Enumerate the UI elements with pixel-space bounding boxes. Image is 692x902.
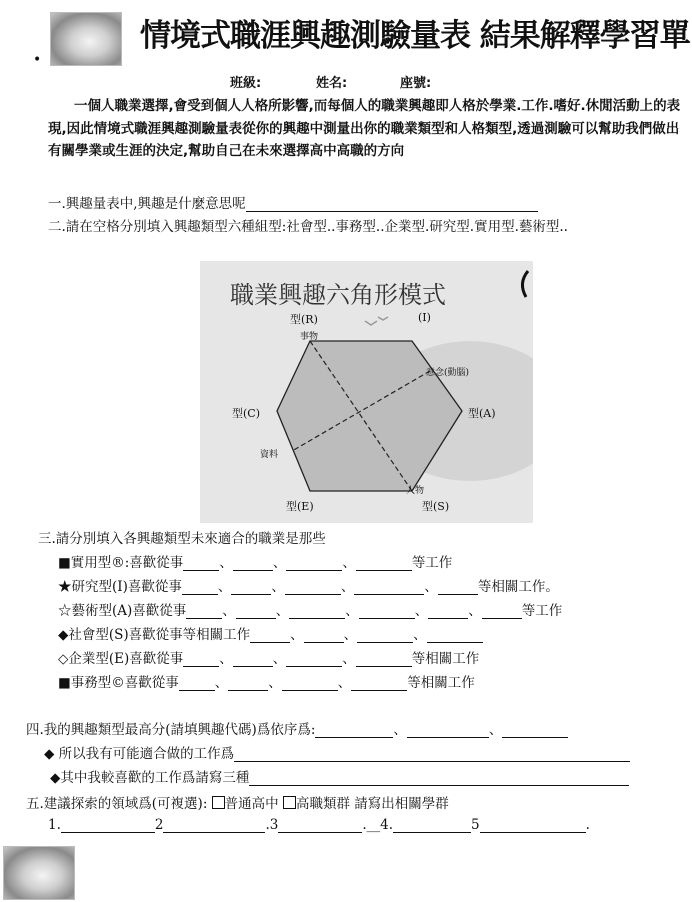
page-title: 情境式職涯興趣測驗量表 結果解釋學習單: [140, 18, 690, 54]
answer-blank[interactable]: [246, 197, 538, 212]
question-4-title: 四.我的興趣類型最高分(請填興趣代碼)爲依序爲: 、 、: [26, 718, 568, 738]
q4-suitable-jobs: ◆ 所以我有可能適合做的工作爲: [44, 742, 630, 762]
question-3-title: 三.請分別填入各興趣類型未來適合的職業是那些: [38, 531, 326, 547]
label-data: 資料: [260, 450, 279, 460]
question-5-title: 五.建議探索的領域爲(可複選): 普通高中 高職類群 請寫出相關學群: [26, 796, 449, 812]
q3-item-investigative: ★研究型(I)喜歡從事 、 、 、 、 等相關工作。: [58, 579, 559, 595]
q3-item-artistic: ☆藝術型(A)喜歡從事 、 、 、 、 、 等工作: [58, 603, 563, 619]
checkbox-vocational[interactable]: [283, 796, 296, 809]
label-E: 型(E): [286, 500, 314, 513]
hexagon-figure: [200, 261, 533, 523]
corner-decoration: [522, 271, 528, 297]
q3-item-social: ◆社會型(S)喜歡從事等相關工作 、 、 、: [58, 623, 483, 643]
label-I: (I): [418, 311, 431, 324]
seat-label: 座號:: [400, 76, 432, 91]
header-logo-image: [50, 12, 122, 66]
figure-title: 職業興趣六角形模式: [230, 281, 446, 309]
label-S: 型(S): [422, 500, 450, 513]
label-people: 人物: [406, 486, 425, 496]
q3-item-realistic: ■實用型®:喜歡從事 、 、 、 等工作: [58, 555, 453, 571]
header-bullet: •: [33, 52, 42, 68]
q3-item-enterprising: ◇企業型(E)喜歡從事 、 、 、 等相關工作: [58, 651, 480, 667]
label-R: 型(R): [290, 313, 318, 326]
q4-preferred-jobs: ◆其中我較喜歡的工作爲請寫三種: [50, 766, 629, 786]
question-2: 二.請在空格分別填入興趣類型六種組型:社會型..事務型..企業型.研究型.實用型.藝術型..: [48, 219, 568, 235]
label-C: 型(C): [232, 407, 260, 420]
class-label: 班級:: [230, 76, 262, 91]
bird-decoration: [365, 317, 388, 325]
label-A: 型(A): [468, 407, 496, 420]
label-ideas: 意念(動腦): [426, 368, 470, 378]
label-things: 事物: [300, 332, 319, 342]
question-1: 一.興趣量表中,興趣是什麼意思呢: [48, 192, 538, 212]
q5-answer-line: 1. 2 .3 .__4. 5 .: [48, 817, 590, 833]
q3-item-conventional: ■事務型©喜歡從事 、 、 、 等相關工作: [58, 675, 475, 691]
footer-logo-image: [3, 846, 75, 900]
checkbox-general-high-school[interactable]: [212, 796, 225, 809]
intro-paragraph: 一個人職業選擇,會受到個人人格所影響,而每個人的職業興趣即人格於學業.工作.嗜好.休閒活動上的表現,因此情境式職涯興趣測驗量表從你的興趣中測量出你的職業類型和人格類型,透過測驗可以幫助我們做出有關學業或生涯的決定,幫助自己在未來選擇高中高職的方向: [48, 98, 681, 159]
name-label: 姓名:: [316, 76, 348, 91]
